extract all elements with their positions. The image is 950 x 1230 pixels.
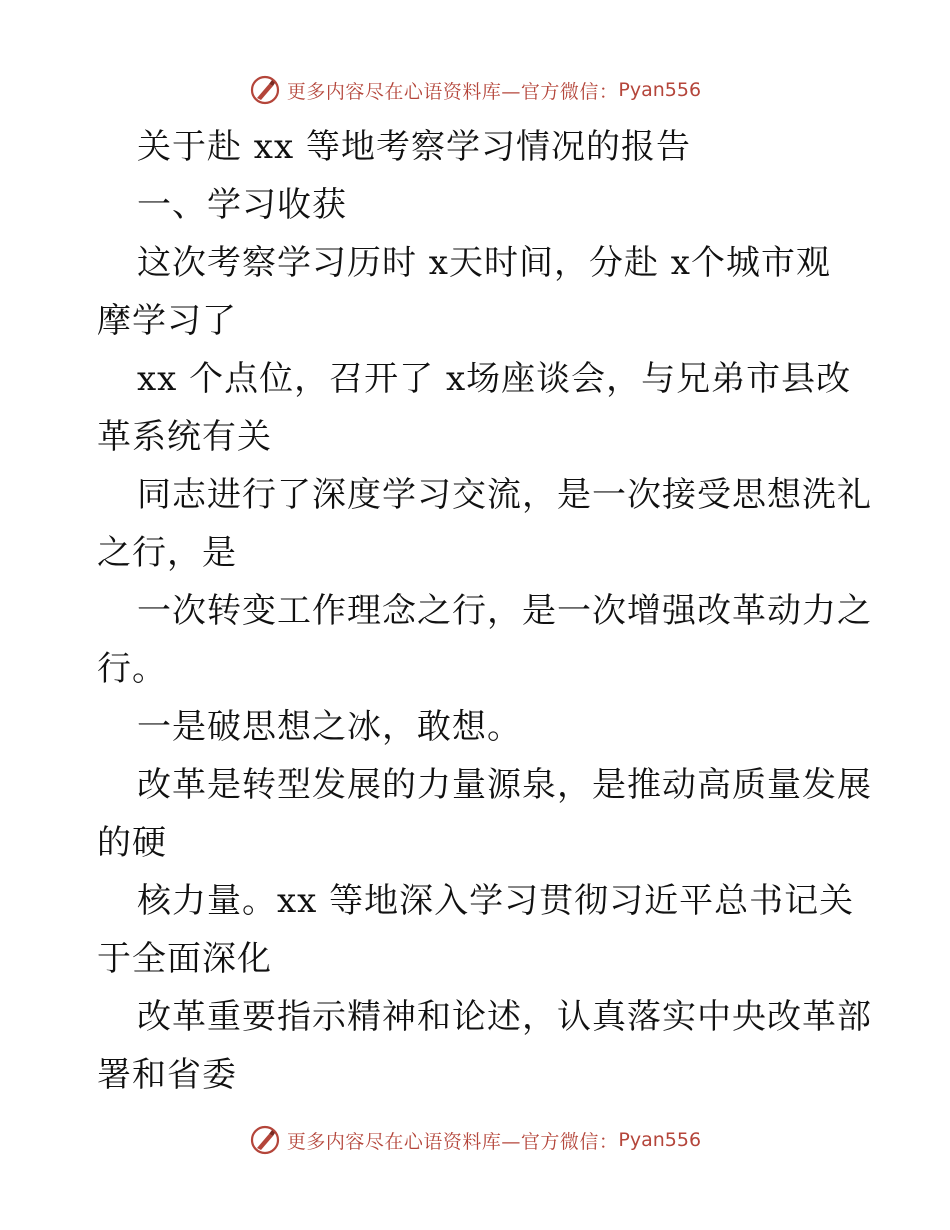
doc-line: 一是破思想之冰，敢想。 (137, 707, 522, 747)
banner-text: 更多内容尽在心语资料库—官方微信： (286, 80, 619, 103)
doc-line: 改革是转型发展的力量源泉，是推动高质量发展 (137, 765, 872, 805)
doc-line: 摩学习了 (97, 301, 237, 341)
doc-line: 署和省委 (97, 1055, 237, 1095)
doc-line: 一、学习收获 (137, 185, 347, 225)
doc-line: 之行，是 (97, 533, 237, 573)
doc-line: 改革重要指示精神和论述，认真落实中央改革部 (137, 997, 872, 1037)
header-banner (0, 70, 950, 110)
document-body (97, 118, 872, 1104)
doc-line: 革系统有关 (97, 417, 272, 457)
footer-banner (0, 1120, 950, 1160)
doc-line: 的硬 (97, 823, 167, 863)
banner-wechat-id: Pyan556 (618, 1129, 702, 1151)
doc-line: 一次转变工作理念之行，是一次增强改革动力之 (137, 591, 872, 631)
pen-logo-icon (249, 74, 281, 106)
doc-line: xx 个点位，召开了 x场座谈会，与兄弟市县改 (137, 359, 852, 399)
banner-wechat-id: Pyan556 (618, 79, 702, 101)
doc-line: 关于赴 xx 等地考察学习情况的报告 (137, 127, 691, 167)
doc-line: 这次考察学习历时 x天时间，分赴 x个城市观 (137, 243, 831, 283)
banner-text: 更多内容尽在心语资料库—官方微信： (286, 1130, 619, 1153)
doc-line: 于全面深化 (97, 939, 272, 979)
pen-logo-icon (249, 1124, 281, 1156)
doc-line: 行。 (97, 649, 167, 689)
doc-line: 核力量。xx 等地深入学习贯彻习近平总书记关 (137, 881, 855, 921)
doc-line: 同志进行了深度学习交流，是一次接受思想洗礼 (137, 475, 872, 515)
